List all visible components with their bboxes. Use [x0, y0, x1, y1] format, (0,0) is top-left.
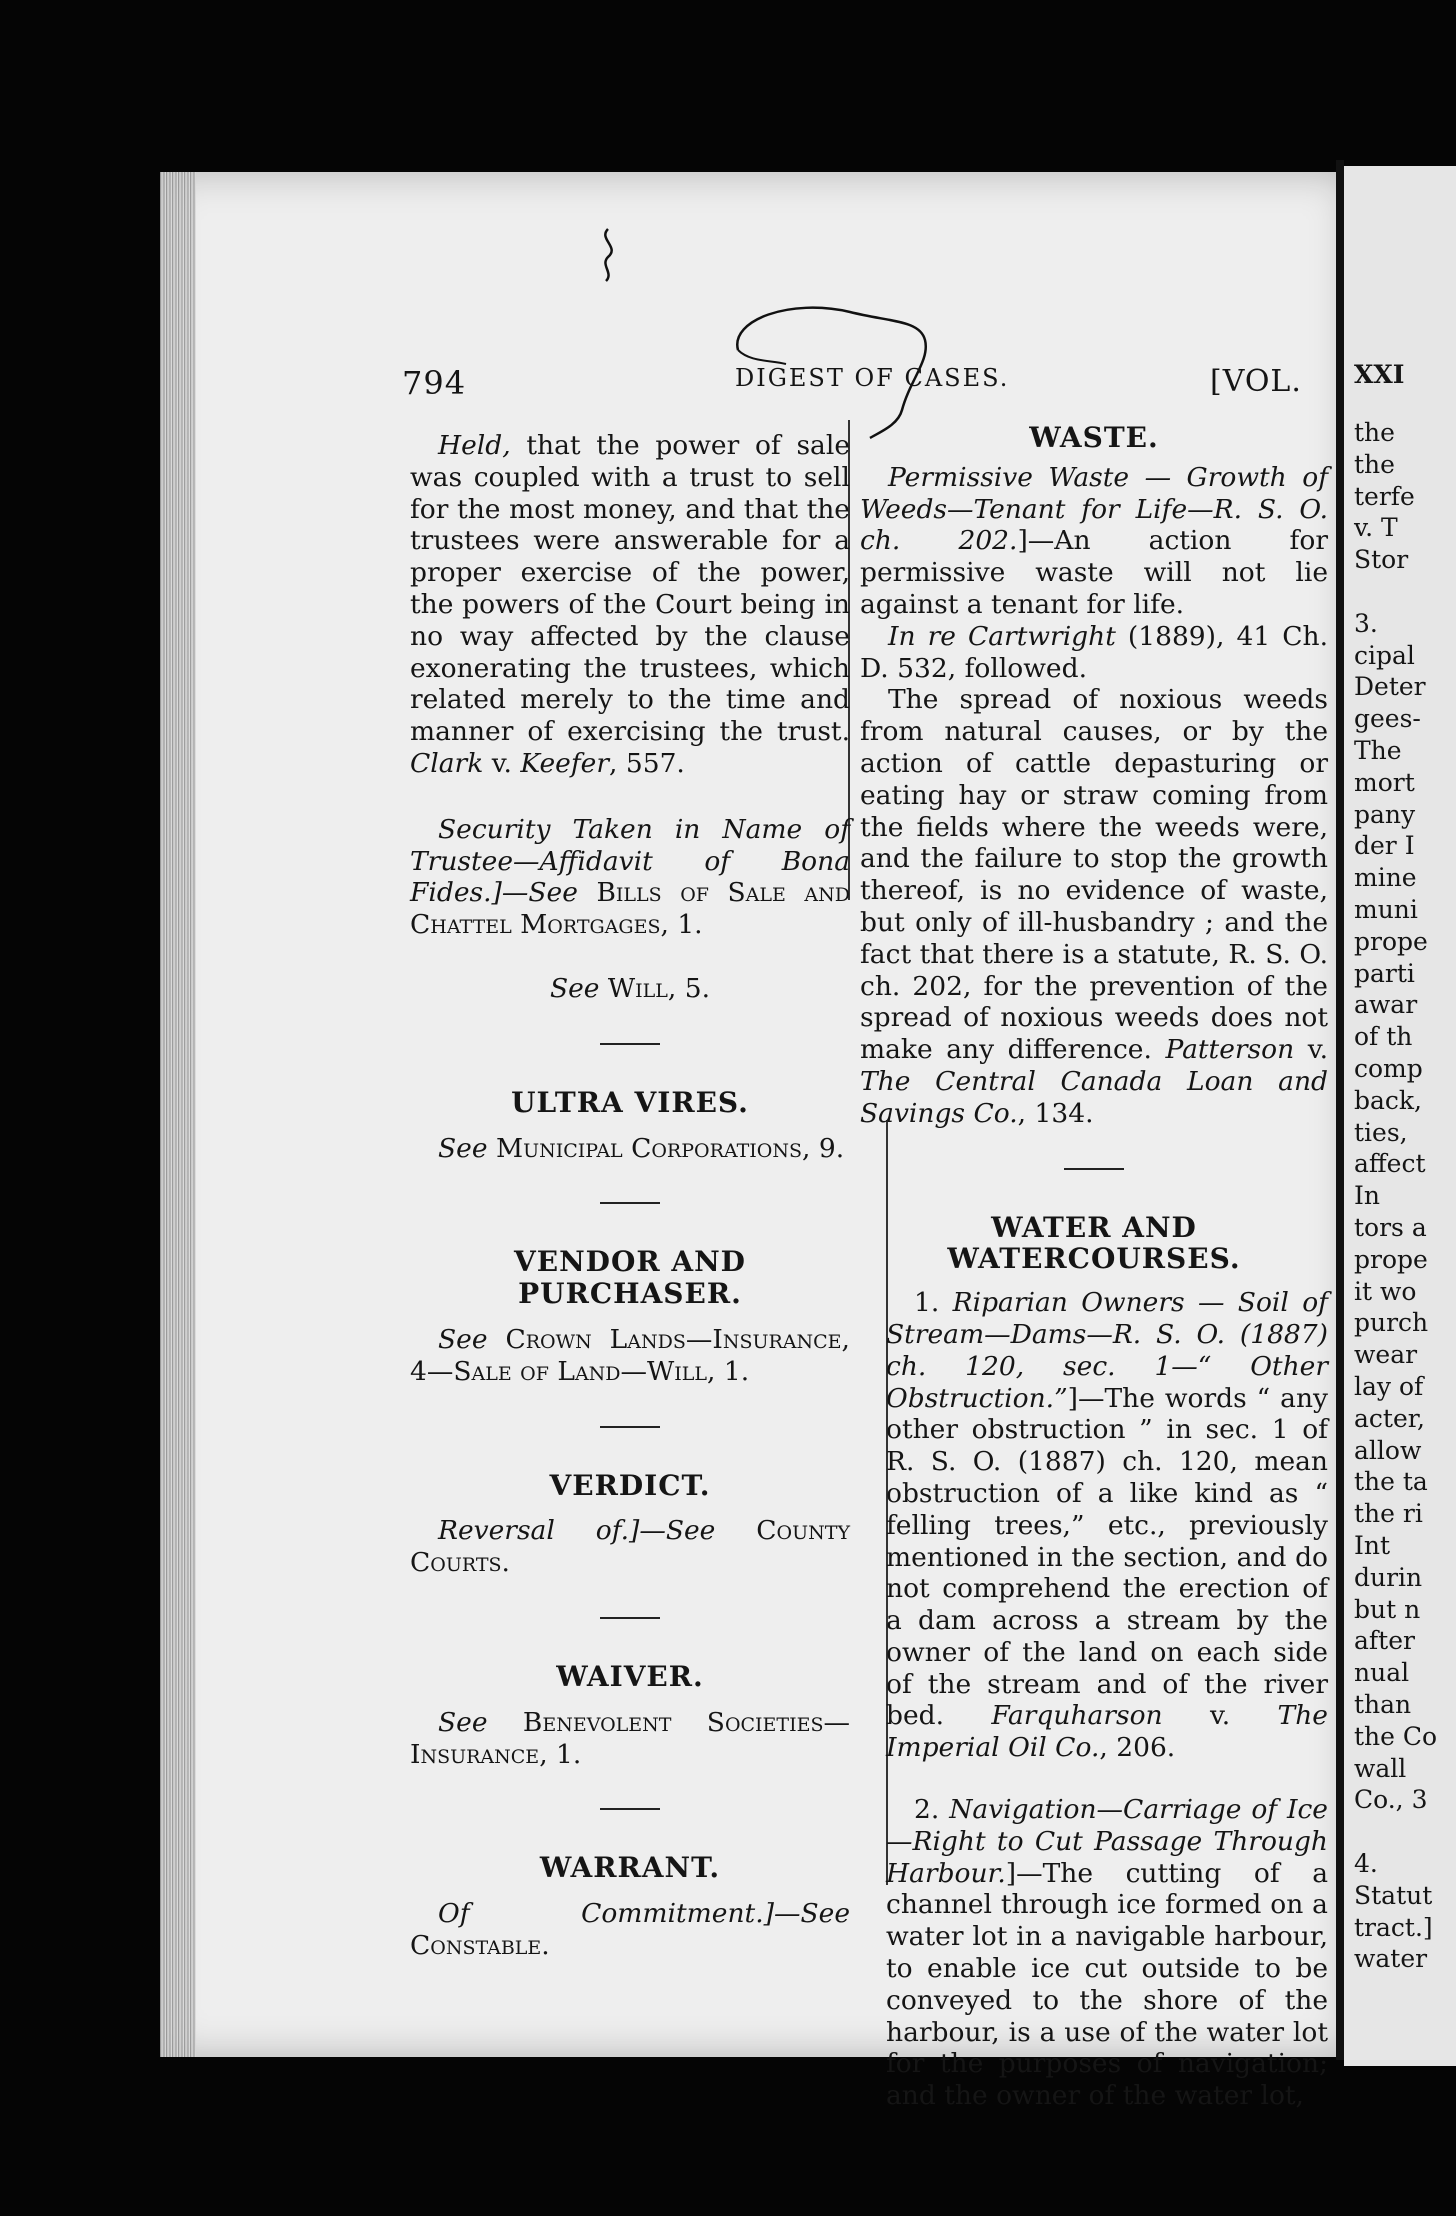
facing-page-line: water [1354, 1944, 1428, 1974]
section-rule [600, 1617, 660, 1619]
waste-paragraph: Permissive Waste — Growth of Weeds—Tenant for Life—R. S. O. ch. 202.]—An action for permissive waste will not lie against a tenant for life. [860, 461, 1328, 620]
facing-page-line: 3. [1354, 608, 1378, 638]
section-rule [600, 1202, 660, 1204]
verdict-ref: Reversal of.]—See County Courts. [410, 1515, 850, 1579]
facing-page-line: mine [1354, 863, 1417, 893]
section-rule [1064, 1168, 1124, 1170]
facing-page-line: muni [1354, 895, 1418, 924]
heading-ultra-vires: ULTRA VIRES. [511, 1085, 749, 1119]
facing-page-line: than [1354, 1690, 1412, 1719]
facing-page-line: purch [1354, 1308, 1429, 1338]
ultra-vires-ref: See Municipal Corporations, 9. [438, 1132, 845, 1164]
section-rule [600, 1808, 660, 1810]
facing-page-line: awar [1354, 990, 1418, 1020]
heading-vendor-purchaser: VENDOR AND PURCHASER. [514, 1245, 746, 1311]
facing-page-line: tors a [1354, 1213, 1427, 1242]
water-item-2: 2. Navigation—Carriage of Ice—Right to Cut Passage Through Harbour.]—The cutting of a channel through ice formed on a water lot in a navigable harbour, to enable ice cut outside to be conveyed to the shore of the harbour, is a use of the water lot for the purposes of navigation; and the owner of the water lot, [886, 1794, 1328, 2112]
facing-page-line: affect [1354, 1149, 1426, 1179]
page-edges [160, 172, 196, 2057]
waste-body: The spread of noxious weeds from natural causes, or by the action of cattle depasturing or eating hay or straw coming from the fields where the weeds were, and the failure to stop the growth thereof, is no evidence of waste, but only of ill-husbandry ; and the fact that there is a statute, R. S. O. ch. 202, for the prevention of the spread of noxious weeds does not make any difference. Patterson v. The Central Canada Loan and Savings Co., 134. [860, 684, 1328, 1129]
right-column [860, 422, 1328, 2112]
facing-page-line: The [1354, 736, 1402, 765]
facing-page-line: prope [1354, 1244, 1428, 1274]
facing-page-line: the Co [1354, 1721, 1438, 1751]
facing-page-line: der I [1354, 831, 1415, 861]
page-gutter [1336, 160, 1344, 2060]
heading-waste: WASTE. [1029, 421, 1159, 454]
facing-page-line: comp [1354, 1054, 1423, 1083]
facing-page-line: of th [1354, 1022, 1413, 1052]
facing-page-line: Co., 3 [1354, 1785, 1428, 1815]
section-rule [600, 1426, 660, 1428]
see-will: See Will, 5. [549, 972, 711, 1004]
volume-label: [VOL. [1210, 364, 1302, 399]
facing-page-line: back, [1354, 1085, 1423, 1115]
facing-page-line: tract.] [1354, 1912, 1433, 1942]
facing-page-line: 4. [1354, 1849, 1378, 1878]
warrant-ref: Of Commitment.]—See Constable. [410, 1898, 850, 1961]
facing-page-line: In [1354, 1181, 1380, 1211]
security-paragraph: Security Taken in Name of Trustee—Affidavit of Bona Fides.]—See Bills of Sale and Chattel Mortgages, 1. [410, 813, 850, 941]
facing-page-line: durin [1354, 1562, 1423, 1592]
facing-page-line: cipal [1354, 640, 1415, 670]
facing-page-line: ties, [1354, 1117, 1408, 1147]
heading-waiver: WAIVER. [556, 1659, 704, 1693]
facing-page-line: after [1354, 1626, 1415, 1656]
running-title: DIGEST OF CASES. [735, 364, 1010, 392]
waste-in-re: In re Cartwright (1889), 41 Ch. D. 532, followed. [860, 620, 1328, 684]
facing-page-line: Statut [1354, 1880, 1433, 1910]
vendor-purchaser-ref: See Crown Lands—Insurance, 4—Sale of Land—Will, 1. [410, 1323, 850, 1387]
facing-page-line: wall [1354, 1753, 1407, 1783]
facing-page-line: allow [1354, 1435, 1422, 1465]
facing-page-line: mort [1354, 767, 1415, 797]
pen-scribble-icon [590, 225, 630, 285]
facing-page-line: acter, [1354, 1403, 1425, 1433]
facing-page-line: gees- [1354, 704, 1421, 734]
facing-page-line: but n [1354, 1594, 1421, 1624]
section-rule [600, 1043, 660, 1045]
facing-page-line: pany [1354, 799, 1416, 829]
facing-page-line: nual [1354, 1658, 1410, 1688]
facing-page-fragment [1344, 166, 1456, 2066]
facing-page-line: v. T [1354, 513, 1398, 543]
waiver-ref: See Benevolent Societies—Insurance, 1. [410, 1706, 850, 1770]
facing-page-line: the ri [1354, 1499, 1423, 1529]
facing-page-line: Int [1354, 1531, 1391, 1560]
facing-page-line: prope [1354, 926, 1428, 956]
facing-page-line: Stor [1354, 545, 1409, 575]
water-item-1: 1. Riparian Owners — Soil of Stream—Dams—R. S. O. (1887) ch. 120, sec. 1—“ Other Obstruction.”]—The words “ any other obstruction ” in sec. 1 of R. S. O. (1887) ch. 120, mean obstruction of a like kind as “ felling trees,” etc., previously mentioned in the section, and do not comprehend the erection of a dam across a stream by the owner of the land on each side of the stream and of the river bed. Farquharson v. The Imperial Oil Co., 206. [886, 1287, 1328, 1764]
facing-page-line: the [1354, 449, 1395, 479]
facing-page-line: wear [1354, 1340, 1418, 1370]
facing-page-line: the ta [1354, 1467, 1428, 1497]
facing-page-line: XXI [1354, 360, 1405, 389]
heading-warrant: WARRANT. [539, 1851, 721, 1885]
heading-verdict: VERDICT. [549, 1468, 711, 1502]
facing-page-line: lay of [1354, 1372, 1424, 1401]
facing-page-line: Deter [1354, 672, 1426, 702]
left-column [410, 430, 850, 1962]
facing-page-line: terfe [1354, 481, 1415, 511]
facing-page-line: parti [1354, 958, 1415, 988]
facing-page-line: it wo [1354, 1276, 1417, 1306]
held-paragraph: Held, that the power of sale was coupled with a trust to sell for the most money, and that the trustees were answerable for a proper exercise of the power, the powers of the Court being in no way affected by the clause exonerating the trustees, which related merely to the time and manner of exercising the trust. Clark v. Keefer, 557. [410, 430, 850, 779]
facing-page-line: the [1354, 418, 1395, 447]
heading-water: WATER AND WATERCOURSES. [947, 1210, 1241, 1276]
page-number: 794 [402, 364, 467, 402]
